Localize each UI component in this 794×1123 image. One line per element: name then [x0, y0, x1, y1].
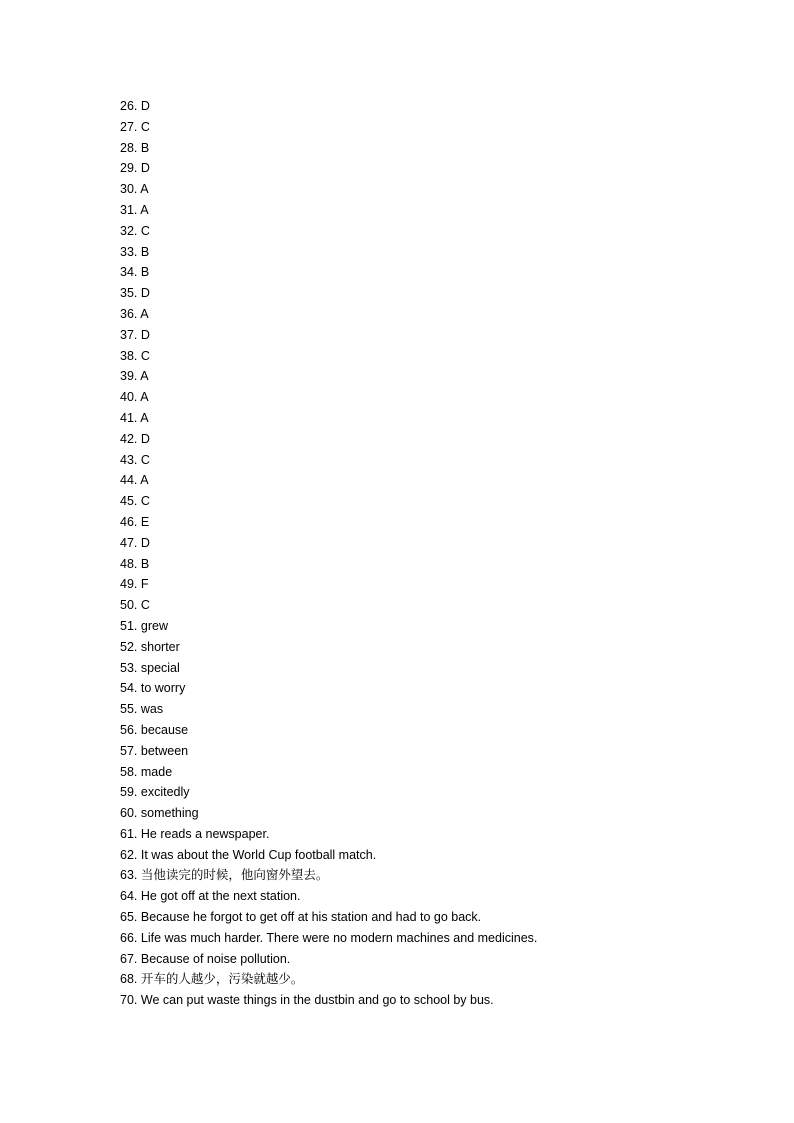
answer-number: 48.: [120, 556, 138, 571]
answer-item: [120, 429, 537, 450]
answer-item: [120, 969, 537, 990]
answer-item: [120, 990, 537, 1011]
answer-number: 38.: [120, 348, 138, 363]
answer-item: [120, 928, 537, 949]
answer-item: [120, 907, 537, 928]
answer-text: between: [140, 743, 189, 758]
answer-number: 39.: [120, 369, 138, 384]
answer-text: Because he forgot to get off at his station and had to go back.: [140, 910, 482, 925]
answer-text: 开车的人越少，污染就越少。: [140, 972, 304, 987]
answer-item: [120, 720, 537, 741]
answer-number: 27.: [120, 119, 138, 134]
answer-item: [120, 533, 537, 554]
answer-text: made: [140, 764, 173, 779]
answer-number: 44.: [120, 473, 138, 488]
answer-number: 35.: [120, 286, 138, 301]
answer-item: [120, 803, 537, 824]
answer-number: 58.: [120, 764, 138, 779]
answer-item: [120, 741, 537, 762]
answer-item: [120, 283, 537, 304]
answer-text: Because of noise pollution.: [140, 951, 291, 966]
answer-number: 68.: [120, 972, 138, 987]
answer-item: [120, 678, 537, 699]
answer-text: C: [140, 494, 150, 509]
answer-number: 55.: [120, 702, 138, 717]
answer-key-list: [120, 96, 537, 1011]
answer-text: was: [140, 702, 164, 717]
answer-item: [120, 949, 537, 970]
answer-number: 36.: [120, 306, 138, 321]
answer-text: to worry: [140, 681, 186, 696]
answer-text: 当他读完的时候，他向窗外望去。: [140, 868, 329, 883]
answer-number: 67.: [120, 951, 138, 966]
answer-number: 63.: [120, 868, 138, 883]
answer-item: [120, 491, 537, 512]
answer-item: [120, 262, 537, 283]
answer-text: D: [140, 99, 150, 113]
answer-item: [120, 366, 537, 387]
answer-number: 52.: [120, 639, 138, 654]
answer-text: C: [140, 223, 150, 238]
answer-number: 37.: [120, 327, 138, 342]
answer-number: 57.: [120, 743, 138, 758]
answer-text: A: [140, 369, 149, 384]
answer-text: He got off at the next station.: [140, 889, 301, 904]
answer-text: Life was much harder. There were no modern machines and medicines.: [140, 930, 538, 945]
answer-text: B: [140, 556, 150, 571]
answer-item: [120, 782, 537, 803]
answer-text: D: [140, 286, 150, 301]
answer-item: [120, 158, 537, 179]
answer-item: [120, 616, 537, 637]
answer-item: [120, 512, 537, 533]
answer-item: [120, 554, 537, 575]
answer-number: 59.: [120, 785, 138, 800]
answer-text: D: [140, 327, 150, 342]
answer-text: B: [140, 244, 150, 259]
answer-number: 33.: [120, 244, 138, 259]
answer-text: D: [140, 431, 150, 446]
answer-number: 64.: [120, 889, 138, 904]
answer-number: 49.: [120, 577, 138, 592]
answer-text: F: [140, 577, 149, 592]
answer-number: 47.: [120, 535, 138, 550]
answer-number: 50.: [120, 598, 138, 613]
answer-item: [120, 865, 537, 886]
answer-item: [120, 325, 537, 346]
answer-item: [120, 845, 537, 866]
answer-item: [120, 221, 537, 242]
answer-item: [120, 450, 537, 471]
answer-number: 29.: [120, 161, 138, 176]
answer-text: special: [140, 660, 180, 675]
answer-text: A: [140, 473, 149, 488]
answer-text: grew: [140, 618, 168, 633]
answer-number: 34.: [120, 265, 138, 280]
answer-text: A: [140, 202, 149, 217]
answer-number: 46.: [120, 514, 138, 529]
answer-item: [120, 304, 537, 325]
answer-number: 28.: [120, 140, 138, 155]
answer-text: C: [140, 119, 150, 134]
answer-number: 31.: [120, 202, 138, 217]
answer-item: [120, 408, 537, 429]
answer-item: [120, 699, 537, 720]
answer-number: 45.: [120, 494, 138, 509]
answer-item: [120, 117, 537, 138]
answer-text: B: [140, 265, 150, 280]
answer-item: [120, 824, 537, 845]
answer-item: [120, 200, 537, 221]
answer-item: [120, 762, 537, 783]
answer-item: [120, 470, 537, 491]
answer-text: shorter: [140, 639, 180, 654]
answer-item: [120, 242, 537, 263]
answer-item: [120, 96, 537, 117]
answer-number: 56.: [120, 722, 138, 737]
answer-number: 26.: [120, 99, 138, 113]
answer-text: We can put waste things in the dustbin and go to school by bus.: [140, 993, 494, 1008]
answer-text: It was about the World Cup football match.: [140, 847, 377, 862]
answer-item: [120, 886, 537, 907]
answer-item: [120, 637, 537, 658]
answer-text: something: [140, 806, 199, 821]
answer-number: 61.: [120, 826, 138, 841]
answer-number: 43.: [120, 452, 138, 467]
answer-text: E: [140, 514, 150, 529]
answer-number: 32.: [120, 223, 138, 238]
answer-text: C: [140, 598, 150, 613]
answer-text: C: [140, 452, 150, 467]
answer-number: 60.: [120, 806, 138, 821]
answer-number: 62.: [120, 847, 138, 862]
answer-item: [120, 387, 537, 408]
answer-item: [120, 658, 537, 679]
answer-number: 66.: [120, 930, 138, 945]
answer-item: [120, 346, 537, 367]
answer-item: [120, 138, 537, 159]
answer-text: A: [140, 390, 149, 405]
answer-text: B: [140, 140, 150, 155]
answer-text: excitedly: [140, 785, 190, 800]
answer-number: 65.: [120, 910, 138, 925]
answer-number: 41.: [120, 410, 138, 425]
answer-item: [120, 574, 537, 595]
answer-number: 42.: [120, 431, 138, 446]
answer-text: because: [140, 722, 189, 737]
answer-text: A: [140, 410, 149, 425]
answer-item: [120, 595, 537, 616]
answer-number: 40.: [120, 390, 138, 405]
answer-text: He reads a newspaper.: [140, 826, 270, 841]
answer-text: D: [140, 535, 150, 550]
answer-text: A: [140, 306, 149, 321]
answer-number: 54.: [120, 681, 138, 696]
answer-number: 51.: [120, 618, 138, 633]
answer-number: 70.: [120, 993, 138, 1008]
answer-number: 30.: [120, 182, 138, 197]
answer-text: A: [140, 182, 149, 197]
answer-item: [120, 179, 537, 200]
answer-text: C: [140, 348, 150, 363]
answer-number: 53.: [120, 660, 138, 675]
answer-text: D: [140, 161, 150, 176]
